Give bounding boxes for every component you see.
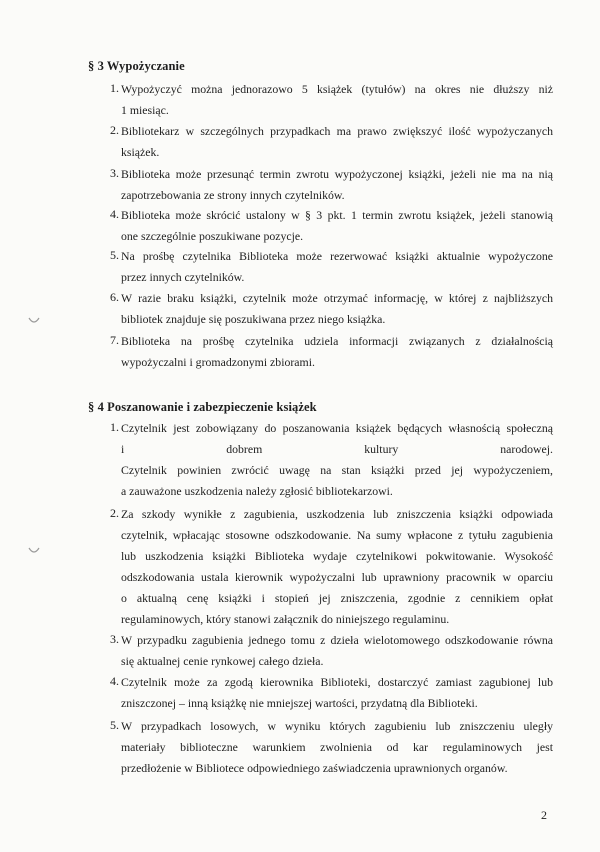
list-item — [101, 674, 553, 716]
list-item-text-line: przez innych czytelników. — [121, 270, 245, 284]
list-item — [101, 420, 553, 504]
list-item-text-line: Biblioteka na prośbę czytelnika udziela informacji związanych z działalnością — [121, 334, 553, 348]
list-item-text-line: Biblioteka może skrócić ustalony w § 3 pkt. 1 termin zwrotu książek, jeżeli stanowią — [121, 208, 553, 222]
list-item-text-line: Bibliotekarz w szczególnych przypadkach ma prawo zwiększyć ilość wypożyczanych — [121, 124, 553, 138]
list-item-text-line: Czytelnik jest zobowiązany do poszanowania książek będących własnością społeczną — [121, 421, 553, 435]
list-item-text-line: się aktualnej cenie rynkowej całego dzieła. — [121, 654, 324, 668]
punch-hole-mark — [28, 316, 40, 326]
list-item-number: 4. — [110, 674, 119, 688]
list-item-number: 2. — [110, 123, 119, 137]
list-item-text-line: i dobrem kultury narodowej. — [121, 442, 553, 456]
list-item-text-line: czytelnik, wpłacając stosowne odszkodowanie. Na sumy wpłacone z tytułu zagubienia — [121, 528, 553, 542]
list-item — [101, 632, 553, 674]
list-item-text-line: a zauważone uszkodzenia należy zgłosić bibliotekarzowi. — [121, 484, 393, 498]
list-item — [101, 506, 553, 632]
list-item — [101, 290, 553, 332]
list-item — [101, 718, 553, 781]
page-number: 2 — [541, 808, 547, 822]
list-item-text-line: W przypadku zagubienia jednego tomu z dzieła wielotomowego odszkodowanie równa — [121, 633, 553, 647]
list-item-text-line: książek. — [121, 145, 160, 159]
list-item-number: 5. — [110, 248, 119, 262]
list-item — [101, 207, 553, 249]
list-item-text-line: wypożyczalni i gromadzonymi zbiorami. — [121, 355, 315, 369]
list-item-text-line: zapotrzebowania ze strony innych czytelników. — [121, 188, 345, 202]
list-item — [101, 123, 553, 165]
list-item-text-line: materiały biblioteczne warunkiem zwolnienia od kar regulaminowych jest — [121, 740, 553, 754]
list-item-text-line: o aktualną cenę książki i stopień jej zniszczenia, zgodnie z cennikiem opłat — [121, 591, 553, 605]
list-item-text-line: W przypadkach losowych, w wyniku których zagubieniu lub zniszczeniu uległy — [121, 719, 553, 733]
list-item-number: 5. — [110, 718, 119, 732]
list-item-text-line: Czytelnik powinien zwrócić uwagę na stan książki przed jej wypożyczeniem, — [121, 463, 553, 477]
section-4-heading: § 4 Poszanowanie i zabezpieczenie książek — [88, 400, 317, 414]
list-item-text-line: 1 miesiąc. — [121, 103, 169, 117]
list-item — [101, 248, 553, 290]
list-item-number: 3. — [110, 632, 119, 646]
list-item-text-line: zniszczonej – inną książkę nie mniejszej wartości, przydatną dla Biblioteki. — [121, 696, 478, 710]
punch-hole-mark — [28, 546, 40, 556]
list-item-text-line: Biblioteka może przesunąć termin zwrotu wypożyczonej książki, jeżeli nie ma na nią — [121, 167, 553, 181]
list-item-number: 2. — [110, 506, 119, 520]
list-item-text-line: przedłożenie w Bibliotece odpowiedniego zaświadczenia uprawnionych organów. — [121, 761, 508, 775]
list-item-number: 7. — [110, 333, 119, 347]
list-item — [101, 166, 553, 208]
list-item-text-line: Wypożyczyć można jednorazowo 5 książek (tytułów) na okres nie dłuższy niż — [121, 82, 553, 96]
list-item-number: 1. — [110, 81, 119, 95]
list-item-text-line: lub uszkodzenia książki Biblioteka wydaje czytelnikowi pokwitowanie. Wysokość — [121, 549, 553, 563]
list-item-text-line: one szczególnie poszukiwane pozycje. — [121, 229, 304, 243]
list-item-text-line: Czytelnik może za zgodą kierownika Biblioteki, dostarczyć zamiast zagubionej lub — [121, 675, 553, 689]
list-item-number: 3. — [110, 166, 119, 180]
list-item-number: 1. — [110, 420, 119, 434]
list-item-text-line: odszkodowania ustala kierownik wypożyczalni lub uprawniony pracownik w oparciu — [121, 570, 553, 584]
list-item-text-line: Na prośbę czytelnika Biblioteka może rezerwować książki aktualnie wypożyczone — [121, 249, 553, 263]
list-item-text-line: W razie braku książki, czytelnik może otrzymać informację, w której z najbliższych — [121, 291, 553, 305]
list-item-text-line: bibliotek znajduje się poszukiwana przez niego książka. — [121, 312, 386, 326]
list-item-number: 4. — [110, 207, 119, 221]
section-3-heading: § 3 Wypożyczanie — [88, 59, 185, 73]
list-item-text-line: Za szkody wynikłe z zagubienia, uszkodzenia lub zniszczenia książki odpowiada — [121, 507, 553, 521]
list-item-text-line: regulaminowych, który stanowi załącznik do niniejszego regulaminu. — [121, 612, 450, 626]
list-item-number: 6. — [110, 290, 119, 304]
list-item — [101, 81, 553, 123]
list-item — [101, 333, 553, 375]
